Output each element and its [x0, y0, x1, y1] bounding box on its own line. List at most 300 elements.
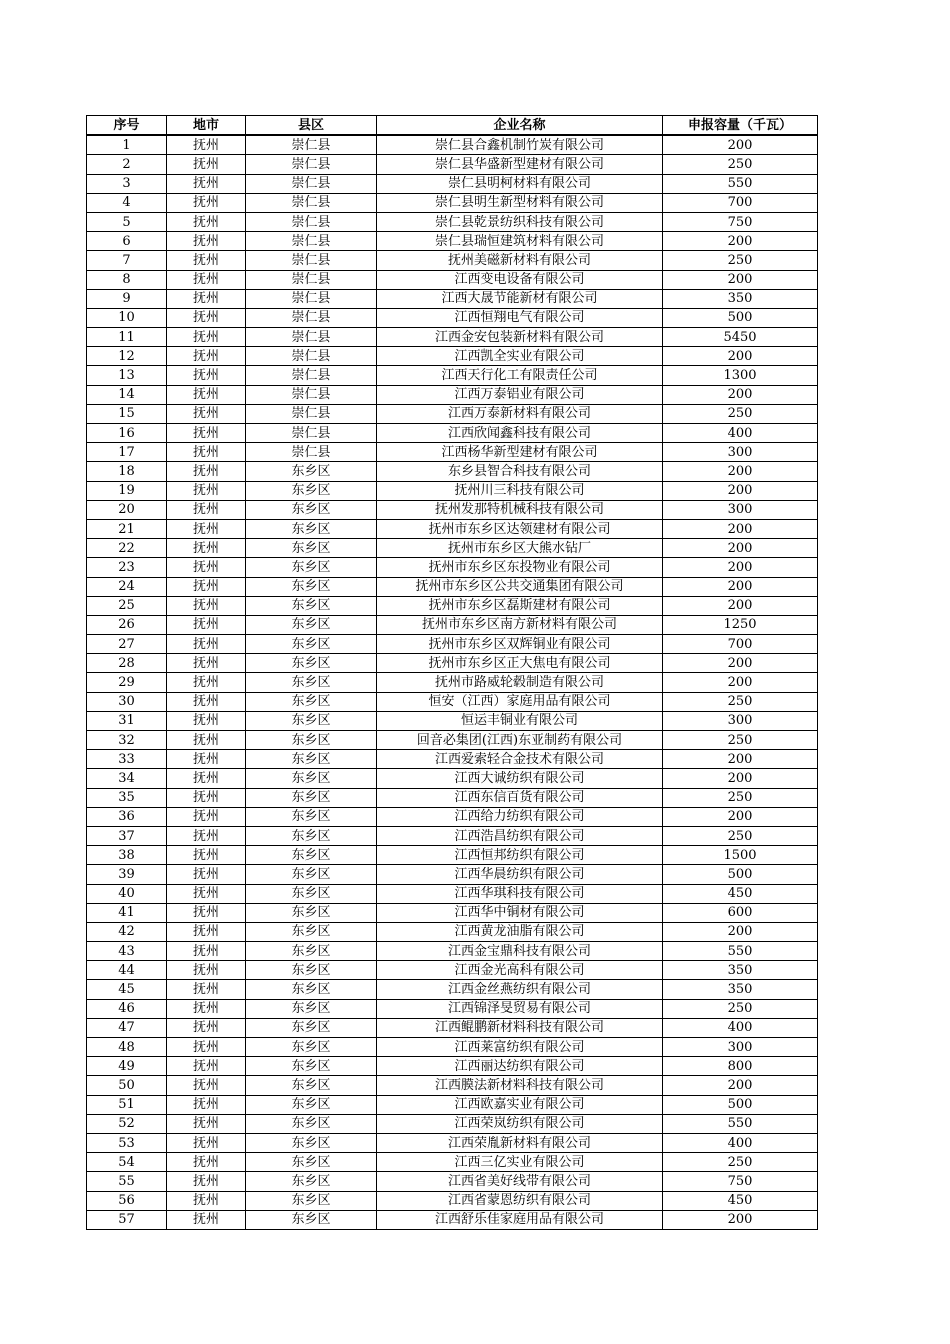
cell-company-name: 抚州市东乡区双辉铜业有限公司 [377, 635, 663, 654]
cell-capacity: 400 [663, 1018, 818, 1037]
cell-company-name: 江西华中铜材有限公司 [377, 903, 663, 922]
cell-company-name: 江西欣闻鑫科技有限公司 [377, 424, 663, 443]
cell-city: 抚州 [167, 193, 246, 212]
cell-county: 东乡区 [246, 519, 377, 538]
table-row [87, 788, 818, 807]
cell-county: 东乡区 [246, 807, 377, 826]
cell-capacity: 700 [663, 635, 818, 654]
cell-index: 50 [87, 1076, 167, 1095]
cell-county: 东乡区 [246, 500, 377, 519]
cell-capacity: 1250 [663, 615, 818, 634]
cell-city: 抚州 [167, 846, 246, 865]
table-row [87, 942, 818, 961]
cell-index: 23 [87, 558, 167, 577]
cell-city: 抚州 [167, 596, 246, 615]
cell-index: 56 [87, 1191, 167, 1210]
table-row [87, 193, 818, 212]
header-county: 县区 [246, 116, 377, 136]
cell-city: 抚州 [167, 155, 246, 174]
cell-index: 31 [87, 711, 167, 730]
cell-index: 24 [87, 577, 167, 596]
table-row [87, 807, 818, 826]
table-row [87, 711, 818, 730]
cell-index: 34 [87, 769, 167, 788]
table-row [87, 558, 818, 577]
cell-county: 东乡区 [246, 1153, 377, 1172]
cell-index: 13 [87, 366, 167, 385]
cell-capacity: 200 [663, 577, 818, 596]
cell-city: 抚州 [167, 289, 246, 308]
cell-capacity: 200 [663, 232, 818, 251]
cell-company-name: 恒安（江西）家庭用品有限公司 [377, 692, 663, 711]
cell-city: 抚州 [167, 826, 246, 845]
cell-capacity: 200 [663, 596, 818, 615]
table-row [87, 174, 818, 193]
cell-company-name: 江西天行化工有限责任公司 [377, 366, 663, 385]
cell-capacity: 250 [663, 1153, 818, 1172]
table-row [87, 635, 818, 654]
cell-city: 抚州 [167, 654, 246, 673]
cell-city: 抚州 [167, 500, 246, 519]
cell-index: 41 [87, 903, 167, 922]
cell-city: 抚州 [167, 424, 246, 443]
cell-index: 51 [87, 1095, 167, 1114]
cell-city: 抚州 [167, 308, 246, 327]
cell-capacity: 200 [663, 558, 818, 577]
table-row [87, 769, 818, 788]
cell-city: 抚州 [167, 711, 246, 730]
cell-county: 东乡区 [246, 1038, 377, 1057]
cell-county: 东乡区 [246, 1133, 377, 1152]
cell-index: 21 [87, 519, 167, 538]
cell-city: 抚州 [167, 328, 246, 347]
cell-county: 东乡区 [246, 558, 377, 577]
cell-city: 抚州 [167, 1114, 246, 1133]
cell-county: 东乡区 [246, 1076, 377, 1095]
table-row [87, 308, 818, 327]
cell-index: 15 [87, 404, 167, 423]
table-row [87, 462, 818, 481]
cell-city: 抚州 [167, 539, 246, 558]
cell-city: 抚州 [167, 615, 246, 634]
table-body [87, 135, 818, 1229]
table-row [87, 270, 818, 289]
cell-capacity: 400 [663, 424, 818, 443]
cell-county: 东乡区 [246, 1018, 377, 1037]
cell-county: 东乡区 [246, 692, 377, 711]
cell-index: 57 [87, 1210, 167, 1229]
cell-company-name: 江西华琪科技有限公司 [377, 884, 663, 903]
table-row [87, 731, 818, 750]
cell-company-name: 抚州市路威轮毂制造有限公司 [377, 673, 663, 692]
table-header-row [87, 116, 818, 136]
cell-index: 5 [87, 212, 167, 231]
cell-capacity: 200 [663, 807, 818, 826]
cell-capacity: 250 [663, 251, 818, 270]
table-row [87, 1153, 818, 1172]
table-row [87, 750, 818, 769]
cell-capacity: 250 [663, 999, 818, 1018]
cell-index: 4 [87, 193, 167, 212]
cell-capacity: 350 [663, 961, 818, 980]
cell-index: 40 [87, 884, 167, 903]
cell-index: 37 [87, 826, 167, 845]
cell-company-name: 江西爱索轻合金技术有限公司 [377, 750, 663, 769]
table-row [87, 922, 818, 941]
cell-company-name: 江西浩昌纺织有限公司 [377, 826, 663, 845]
cell-company-name: 江西丽达纺织有限公司 [377, 1057, 663, 1076]
cell-index: 45 [87, 980, 167, 999]
cell-capacity: 750 [663, 1172, 818, 1191]
table-row [87, 577, 818, 596]
cell-capacity: 300 [663, 711, 818, 730]
cell-company-name: 江西舒乐佳家庭用品有限公司 [377, 1210, 663, 1229]
cell-company-name: 江西金丝燕纺织有限公司 [377, 980, 663, 999]
cell-city: 抚州 [167, 1038, 246, 1057]
cell-index: 9 [87, 289, 167, 308]
cell-county: 东乡区 [246, 1057, 377, 1076]
cell-city: 抚州 [167, 807, 246, 826]
cell-capacity: 600 [663, 903, 818, 922]
cell-company-name: 崇仁县明柯材料有限公司 [377, 174, 663, 193]
cell-city: 抚州 [167, 1172, 246, 1191]
cell-index: 38 [87, 846, 167, 865]
cell-city: 抚州 [167, 1153, 246, 1172]
cell-city: 抚州 [167, 942, 246, 961]
cell-company-name: 崇仁县瑞恒建筑材料有限公司 [377, 232, 663, 251]
cell-index: 8 [87, 270, 167, 289]
cell-county: 东乡区 [246, 462, 377, 481]
cell-company-name: 崇仁县合鑫机制竹炭有限公司 [377, 135, 663, 155]
table-row [87, 1076, 818, 1095]
cell-city: 抚州 [167, 1076, 246, 1095]
cell-capacity: 300 [663, 500, 818, 519]
table-row [87, 615, 818, 634]
cell-company-name: 江西给力纺织有限公司 [377, 807, 663, 826]
cell-capacity: 200 [663, 135, 818, 155]
cell-company-name: 抚州市东乡区大熊水钻厂 [377, 539, 663, 558]
cell-company-name: 崇仁县明生新型材料有限公司 [377, 193, 663, 212]
cell-index: 43 [87, 942, 167, 961]
cell-city: 抚州 [167, 251, 246, 270]
table-row [87, 596, 818, 615]
table-row [87, 481, 818, 500]
cell-index: 14 [87, 385, 167, 404]
cell-company-name: 江西金光高科有限公司 [377, 961, 663, 980]
cell-company-name: 江西东信百货有限公司 [377, 788, 663, 807]
cell-county: 崇仁县 [246, 328, 377, 347]
cell-capacity: 550 [663, 1114, 818, 1133]
cell-index: 49 [87, 1057, 167, 1076]
cell-index: 19 [87, 481, 167, 500]
cell-index: 55 [87, 1172, 167, 1191]
cell-county: 东乡区 [246, 922, 377, 941]
cell-county: 东乡区 [246, 769, 377, 788]
cell-county: 东乡区 [246, 1191, 377, 1210]
cell-city: 抚州 [167, 558, 246, 577]
table-row [87, 289, 818, 308]
cell-capacity: 200 [663, 462, 818, 481]
cell-city: 抚州 [167, 212, 246, 231]
table-row [87, 1095, 818, 1114]
cell-city: 抚州 [167, 519, 246, 538]
cell-city: 抚州 [167, 1191, 246, 1210]
cell-capacity: 500 [663, 308, 818, 327]
cell-index: 18 [87, 462, 167, 481]
cell-index: 48 [87, 1038, 167, 1057]
table-row [87, 980, 818, 999]
cell-index: 29 [87, 673, 167, 692]
cell-company-name: 抚州市东乡区东投物业有限公司 [377, 558, 663, 577]
cell-index: 1 [87, 135, 167, 155]
table-row [87, 654, 818, 673]
cell-company-name: 抚州市东乡区正大焦电有限公司 [377, 654, 663, 673]
cell-county: 东乡区 [246, 731, 377, 750]
cell-capacity: 250 [663, 404, 818, 423]
table-row [87, 347, 818, 366]
cell-company-name: 江西金安包装新材料有限公司 [377, 328, 663, 347]
cell-capacity: 250 [663, 788, 818, 807]
cell-index: 32 [87, 731, 167, 750]
cell-city: 抚州 [167, 443, 246, 462]
cell-city: 抚州 [167, 577, 246, 596]
cell-index: 11 [87, 328, 167, 347]
cell-index: 47 [87, 1018, 167, 1037]
table-row [87, 424, 818, 443]
cell-capacity: 300 [663, 1038, 818, 1057]
cell-city: 抚州 [167, 980, 246, 999]
cell-county: 崇仁县 [246, 385, 377, 404]
cell-capacity: 200 [663, 922, 818, 941]
cell-county: 东乡区 [246, 961, 377, 980]
cell-index: 25 [87, 596, 167, 615]
cell-county: 东乡区 [246, 1210, 377, 1229]
cell-capacity: 250 [663, 155, 818, 174]
cell-county: 东乡区 [246, 481, 377, 500]
cell-county: 东乡区 [246, 654, 377, 673]
cell-capacity: 550 [663, 942, 818, 961]
table-row [87, 1038, 818, 1057]
cell-capacity: 250 [663, 731, 818, 750]
cell-company-name: 崇仁县华盛新型建材有限公司 [377, 155, 663, 174]
table-row [87, 826, 818, 845]
cell-company-name: 抚州市东乡区达领建材有限公司 [377, 519, 663, 538]
cell-city: 抚州 [167, 404, 246, 423]
cell-capacity: 450 [663, 1191, 818, 1210]
cell-county: 东乡区 [246, 1095, 377, 1114]
cell-city: 抚州 [167, 884, 246, 903]
cell-county: 崇仁县 [246, 135, 377, 155]
cell-company-name: 江西鲲鹏新材料科技有限公司 [377, 1018, 663, 1037]
enterprise-capacity-table [86, 115, 818, 1230]
cell-county: 东乡区 [246, 788, 377, 807]
table-row [87, 443, 818, 462]
cell-county: 东乡区 [246, 635, 377, 654]
cell-index: 44 [87, 961, 167, 980]
cell-city: 抚州 [167, 1018, 246, 1037]
cell-county: 东乡区 [246, 999, 377, 1018]
cell-city: 抚州 [167, 1210, 246, 1229]
table-row [87, 692, 818, 711]
cell-city: 抚州 [167, 270, 246, 289]
cell-city: 抚州 [167, 385, 246, 404]
cell-city: 抚州 [167, 673, 246, 692]
cell-county: 崇仁县 [246, 289, 377, 308]
cell-city: 抚州 [167, 999, 246, 1018]
cell-county: 崇仁县 [246, 193, 377, 212]
cell-company-name: 东乡县智合科技有限公司 [377, 462, 663, 481]
cell-index: 54 [87, 1153, 167, 1172]
cell-company-name: 抚州发那特机械科技有限公司 [377, 500, 663, 519]
cell-city: 抚州 [167, 366, 246, 385]
cell-county: 东乡区 [246, 577, 377, 596]
cell-company-name: 抚州市东乡区磊斯建材有限公司 [377, 596, 663, 615]
cell-capacity: 800 [663, 1057, 818, 1076]
cell-city: 抚州 [167, 865, 246, 884]
cell-county: 崇仁县 [246, 347, 377, 366]
cell-index: 20 [87, 500, 167, 519]
cell-index: 46 [87, 999, 167, 1018]
cell-company-name: 江西锦泽旻贸易有限公司 [377, 999, 663, 1018]
cell-county: 东乡区 [246, 980, 377, 999]
cell-company-name: 抚州川三科技有限公司 [377, 481, 663, 500]
cell-index: 39 [87, 865, 167, 884]
cell-county: 崇仁县 [246, 443, 377, 462]
table-row [87, 1133, 818, 1152]
cell-capacity: 5450 [663, 328, 818, 347]
cell-city: 抚州 [167, 750, 246, 769]
cell-city: 抚州 [167, 135, 246, 155]
table-row [87, 999, 818, 1018]
cell-company-name: 江西万泰铝业有限公司 [377, 385, 663, 404]
cell-company-name: 江西三亿实业有限公司 [377, 1153, 663, 1172]
table-row [87, 884, 818, 903]
cell-capacity: 700 [663, 193, 818, 212]
cell-county: 东乡区 [246, 865, 377, 884]
cell-county: 东乡区 [246, 750, 377, 769]
cell-index: 26 [87, 615, 167, 634]
cell-county: 崇仁县 [246, 270, 377, 289]
table-row [87, 1057, 818, 1076]
cell-capacity: 550 [663, 174, 818, 193]
cell-index: 12 [87, 347, 167, 366]
cell-index: 35 [87, 788, 167, 807]
cell-company-name: 江西大晟节能新材有限公司 [377, 289, 663, 308]
table-row [87, 251, 818, 270]
cell-company-name: 江西省美好线带有限公司 [377, 1172, 663, 1191]
cell-index: 52 [87, 1114, 167, 1133]
cell-index: 30 [87, 692, 167, 711]
table-row [87, 366, 818, 385]
header-declared-capacity: 申报容量（千瓦） [663, 116, 818, 136]
cell-capacity: 1300 [663, 366, 818, 385]
cell-city: 抚州 [167, 347, 246, 366]
cell-city: 抚州 [167, 462, 246, 481]
cell-capacity: 200 [663, 385, 818, 404]
cell-county: 东乡区 [246, 826, 377, 845]
cell-company-name: 江西恒邦纺织有限公司 [377, 846, 663, 865]
cell-capacity: 500 [663, 865, 818, 884]
cell-company-name: 江西杨华新型建材有限公司 [377, 443, 663, 462]
table-row [87, 673, 818, 692]
cell-city: 抚州 [167, 692, 246, 711]
cell-county: 东乡区 [246, 673, 377, 692]
cell-index: 16 [87, 424, 167, 443]
cell-county: 崇仁县 [246, 232, 377, 251]
table-row [87, 500, 818, 519]
cell-index: 53 [87, 1133, 167, 1152]
table-row [87, 155, 818, 174]
cell-capacity: 200 [663, 750, 818, 769]
cell-company-name: 江西荣胤新材料有限公司 [377, 1133, 663, 1152]
cell-company-name: 江西万泰新材料有限公司 [377, 404, 663, 423]
cell-capacity: 200 [663, 539, 818, 558]
cell-capacity: 200 [663, 1076, 818, 1095]
cell-capacity: 200 [663, 347, 818, 366]
table-row [87, 1191, 818, 1210]
cell-county: 东乡区 [246, 596, 377, 615]
cell-index: 10 [87, 308, 167, 327]
cell-county: 东乡区 [246, 846, 377, 865]
cell-city: 抚州 [167, 1095, 246, 1114]
cell-city: 抚州 [167, 731, 246, 750]
cell-county: 崇仁县 [246, 212, 377, 231]
cell-city: 抚州 [167, 232, 246, 251]
cell-county: 崇仁县 [246, 155, 377, 174]
cell-county: 崇仁县 [246, 308, 377, 327]
cell-company-name: 抚州市东乡区公共交通集团有限公司 [377, 577, 663, 596]
cell-company-name: 抚州市东乡区南方新材料有限公司 [377, 615, 663, 634]
cell-city: 抚州 [167, 769, 246, 788]
cell-capacity: 350 [663, 289, 818, 308]
cell-company-name: 江西变电设备有限公司 [377, 270, 663, 289]
cell-capacity: 400 [663, 1133, 818, 1152]
table-row [87, 1018, 818, 1037]
cell-capacity: 200 [663, 769, 818, 788]
cell-capacity: 750 [663, 212, 818, 231]
cell-company-name: 抚州美磁新材料有限公司 [377, 251, 663, 270]
cell-capacity: 1500 [663, 846, 818, 865]
table-row [87, 903, 818, 922]
cell-county: 东乡区 [246, 539, 377, 558]
cell-company-name: 江西华晨纺织有限公司 [377, 865, 663, 884]
cell-index: 33 [87, 750, 167, 769]
cell-capacity: 200 [663, 1210, 818, 1229]
table-row [87, 404, 818, 423]
table-row [87, 519, 818, 538]
cell-city: 抚州 [167, 1133, 246, 1152]
cell-county: 东乡区 [246, 711, 377, 730]
cell-index: 36 [87, 807, 167, 826]
cell-company-name: 江西莱富纺织有限公司 [377, 1038, 663, 1057]
table-row [87, 1210, 818, 1229]
table-row [87, 539, 818, 558]
cell-company-name: 江西荣岚纺织有限公司 [377, 1114, 663, 1133]
cell-county: 东乡区 [246, 1172, 377, 1191]
cell-company-name: 江西省蒙恩纺织有限公司 [377, 1191, 663, 1210]
cell-capacity: 350 [663, 980, 818, 999]
cell-company-name: 江西金宝鼎科技有限公司 [377, 942, 663, 961]
cell-index: 6 [87, 232, 167, 251]
cell-capacity: 200 [663, 519, 818, 538]
cell-index: 3 [87, 174, 167, 193]
table-row [87, 961, 818, 980]
cell-capacity: 300 [663, 443, 818, 462]
table-row [87, 1114, 818, 1133]
cell-capacity: 450 [663, 884, 818, 903]
cell-index: 17 [87, 443, 167, 462]
table-row [87, 232, 818, 251]
